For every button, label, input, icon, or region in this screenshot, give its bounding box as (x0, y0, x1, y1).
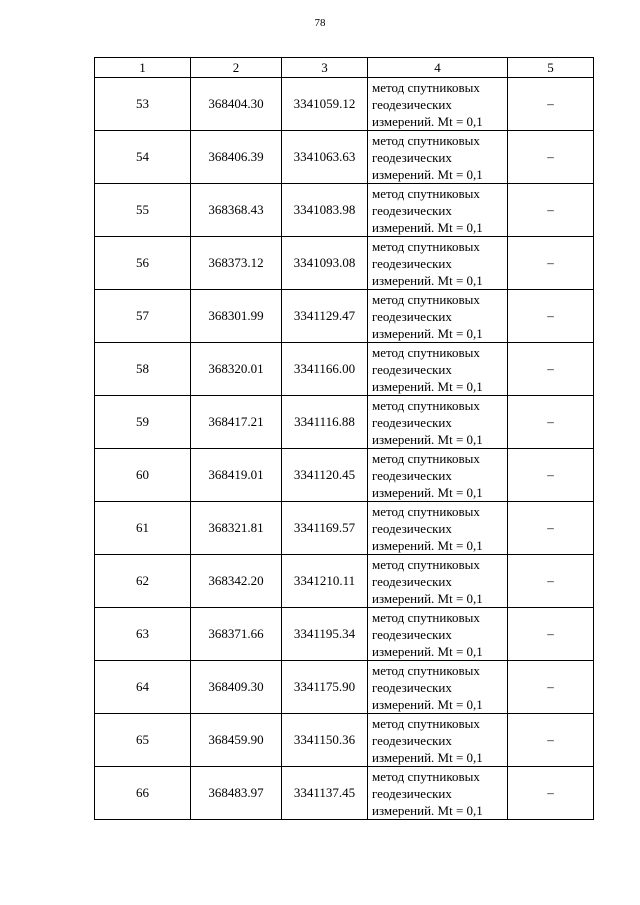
method-cell (368, 714, 508, 767)
table-row (95, 290, 594, 343)
header-col-3: 3 (282, 58, 368, 78)
y-coordinate-cell: 3341169.57 (282, 502, 368, 555)
point-number-cell: 60 (95, 449, 191, 502)
x-coordinate-cell: 368321.81 (191, 502, 282, 555)
method-line: измерений. Mt = 0,1 (372, 272, 483, 288)
note-cell: – (508, 449, 594, 502)
x-coordinate-cell: 368459.90 (191, 714, 282, 767)
method-line: геодезических (372, 255, 452, 271)
method-cell (368, 237, 508, 290)
method-line: измерений. Mt = 0,1 (372, 113, 483, 129)
y-coordinate-cell: 3341175.90 (282, 661, 368, 714)
note-cell: – (508, 396, 594, 449)
method-cell (368, 396, 508, 449)
method-line: метод спутниковых (372, 344, 480, 360)
method-line: геодезических (372, 467, 452, 483)
method-line: метод спутниковых (372, 397, 480, 413)
method-line: измерений. Mt = 0,1 (372, 378, 483, 394)
table-row (95, 555, 594, 608)
method-line: метод спутниковых (372, 185, 480, 201)
x-coordinate-cell: 368404.30 (191, 78, 282, 131)
method-cell (368, 661, 508, 714)
note-cell: – (508, 767, 594, 820)
y-coordinate-cell: 3341120.45 (282, 449, 368, 502)
note-cell: – (508, 608, 594, 661)
note-cell: – (508, 290, 594, 343)
table-header-row (95, 58, 594, 78)
method-line: метод спутниковых (372, 291, 480, 307)
note-cell: – (508, 343, 594, 396)
method-line: метод спутниковых (372, 715, 480, 731)
method-line: измерений. Mt = 0,1 (372, 802, 483, 818)
note-cell: – (508, 661, 594, 714)
y-coordinate-cell: 3341166.00 (282, 343, 368, 396)
method-line: геодезических (372, 202, 452, 218)
method-cell (368, 555, 508, 608)
method-line: метод спутниковых (372, 238, 480, 254)
table-row (95, 661, 594, 714)
x-coordinate-cell: 368409.30 (191, 661, 282, 714)
x-coordinate-cell: 368320.01 (191, 343, 282, 396)
method-cell (368, 767, 508, 820)
header-col-2: 2 (191, 58, 282, 78)
note-cell: – (508, 78, 594, 131)
method-line: геодезических (372, 679, 452, 695)
table-row (95, 608, 594, 661)
table-row (95, 343, 594, 396)
method-line: измерений. Mt = 0,1 (372, 537, 483, 553)
method-line: измерений. Mt = 0,1 (372, 590, 483, 606)
note-cell: – (508, 237, 594, 290)
point-number-cell: 63 (95, 608, 191, 661)
note-cell: – (508, 555, 594, 608)
point-number-cell: 65 (95, 714, 191, 767)
point-number-cell: 66 (95, 767, 191, 820)
method-line: метод спутниковых (372, 450, 480, 466)
x-coordinate-cell: 368301.99 (191, 290, 282, 343)
method-line: измерений. Mt = 0,1 (372, 484, 483, 500)
table-row (95, 449, 594, 502)
x-coordinate-cell: 368342.20 (191, 555, 282, 608)
y-coordinate-cell: 3341116.88 (282, 396, 368, 449)
x-coordinate-cell: 368373.12 (191, 237, 282, 290)
method-line: измерений. Mt = 0,1 (372, 219, 483, 235)
y-coordinate-cell: 3341150.36 (282, 714, 368, 767)
point-number-cell: 61 (95, 502, 191, 555)
method-line: геодезических (372, 732, 452, 748)
y-coordinate-cell: 3341063.63 (282, 131, 368, 184)
coordinates-table (94, 57, 594, 820)
header-col-4: 4 (368, 58, 508, 78)
x-coordinate-cell: 368406.39 (191, 131, 282, 184)
method-line: геодезических (372, 520, 452, 536)
method-cell (368, 78, 508, 131)
table-row (95, 767, 594, 820)
x-coordinate-cell: 368419.01 (191, 449, 282, 502)
method-line: метод спутниковых (372, 132, 480, 148)
method-line: геодезических (372, 414, 452, 430)
y-coordinate-cell: 3341210.11 (282, 555, 368, 608)
method-cell (368, 131, 508, 184)
method-line: геодезических (372, 308, 452, 324)
point-number-cell: 53 (95, 78, 191, 131)
method-line: измерений. Mt = 0,1 (372, 696, 483, 712)
y-coordinate-cell: 3341083.98 (282, 184, 368, 237)
y-coordinate-cell: 3341129.47 (282, 290, 368, 343)
method-line: метод спутниковых (372, 503, 480, 519)
point-number-cell: 58 (95, 343, 191, 396)
table-row (95, 78, 594, 131)
note-cell: – (508, 502, 594, 555)
header-col-1: 1 (95, 58, 191, 78)
method-cell (368, 184, 508, 237)
y-coordinate-cell: 3341137.45 (282, 767, 368, 820)
table-row (95, 131, 594, 184)
method-line: геодезических (372, 149, 452, 165)
table-row (95, 184, 594, 237)
method-line: метод спутниковых (372, 556, 480, 572)
method-cell (368, 502, 508, 555)
x-coordinate-cell: 368483.97 (191, 767, 282, 820)
y-coordinate-cell: 3341059.12 (282, 78, 368, 131)
method-line: метод спутниковых (372, 79, 480, 95)
method-line: метод спутниковых (372, 662, 480, 678)
y-coordinate-cell: 3341195.34 (282, 608, 368, 661)
method-line: измерений. Mt = 0,1 (372, 325, 483, 341)
method-line: геодезических (372, 626, 452, 642)
method-line: геодезических (372, 361, 452, 377)
table-row (95, 502, 594, 555)
method-line: измерений. Mt = 0,1 (372, 749, 483, 765)
table-row (95, 396, 594, 449)
page-number: 78 (314, 17, 326, 29)
point-number-cell: 59 (95, 396, 191, 449)
method-cell (368, 290, 508, 343)
method-line: геодезических (372, 573, 452, 589)
point-number-cell: 55 (95, 184, 191, 237)
method-cell (368, 449, 508, 502)
method-line: геодезических (372, 785, 452, 801)
x-coordinate-cell: 368371.66 (191, 608, 282, 661)
table-body (95, 78, 594, 820)
method-line: измерений. Mt = 0,1 (372, 166, 483, 182)
method-line: метод спутниковых (372, 768, 480, 784)
point-number-cell: 64 (95, 661, 191, 714)
method-line: геодезических (372, 96, 452, 112)
point-number-cell: 57 (95, 290, 191, 343)
header-col-5: 5 (508, 58, 594, 78)
y-coordinate-cell: 3341093.08 (282, 237, 368, 290)
method-cell (368, 343, 508, 396)
x-coordinate-cell: 368368.43 (191, 184, 282, 237)
method-line: измерений. Mt = 0,1 (372, 643, 483, 659)
method-cell (368, 608, 508, 661)
note-cell: – (508, 184, 594, 237)
point-number-cell: 54 (95, 131, 191, 184)
table-row (95, 237, 594, 290)
point-number-cell: 56 (95, 237, 191, 290)
x-coordinate-cell: 368417.21 (191, 396, 282, 449)
method-line: метод спутниковых (372, 609, 480, 625)
note-cell: – (508, 714, 594, 767)
method-line: измерений. Mt = 0,1 (372, 431, 483, 447)
point-number-cell: 62 (95, 555, 191, 608)
table-row (95, 714, 594, 767)
note-cell: – (508, 131, 594, 184)
